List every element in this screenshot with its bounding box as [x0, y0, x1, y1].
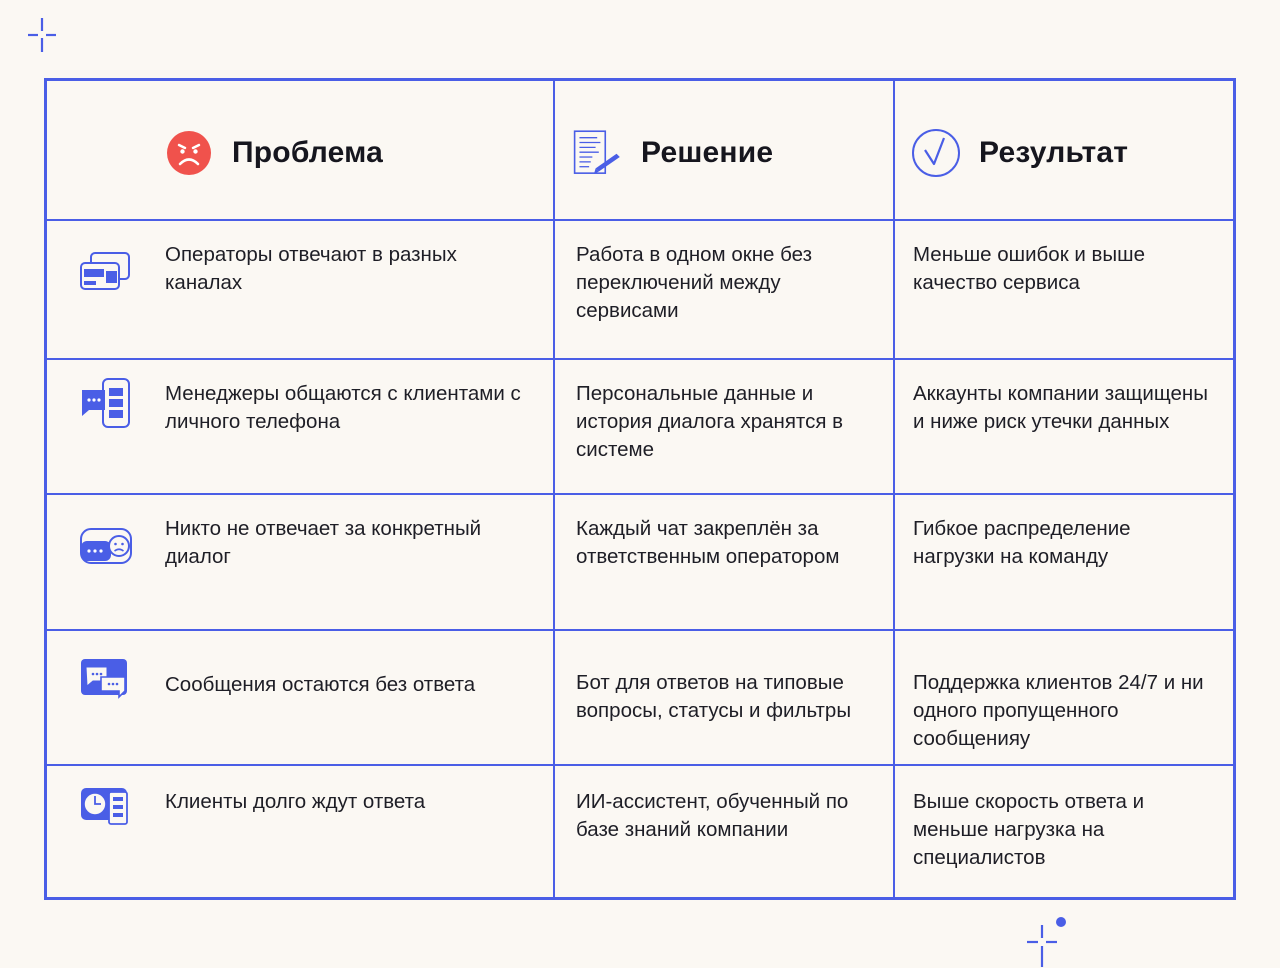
solution-cell — [555, 221, 895, 360]
solution-text: Бот для ответов на типовые вопросы, статусы и фильтры — [576, 671, 852, 722]
result-text: Поддержка клиентов 24/7 и ни одного пропущенного сообщенияу — [913, 671, 1204, 750]
problem-text: Сообщения остаются без ответа — [165, 673, 476, 696]
problem-text: Операторы отвечают в разных каналах — [165, 243, 457, 294]
result-text: Гибкое распределение нагрузки на команду — [913, 517, 1131, 568]
problem-cell — [47, 766, 555, 897]
header-title: Решение — [641, 136, 774, 169]
problem-text: Клиенты долго ждут ответа — [165, 790, 426, 813]
solution-text: Работа в одном окне без переключений между сервисами — [576, 243, 813, 322]
chat-bubbles-icon — [79, 655, 133, 703]
solution-text: Персональные данные и история диалога хранятся в системе — [576, 382, 844, 461]
header-title: Проблема — [232, 136, 384, 169]
problem-cell — [47, 221, 555, 360]
result-cell — [895, 495, 1233, 631]
solution-text: ИИ-ассистент, обученный по базе знаний компании — [576, 790, 849, 841]
result-cell — [895, 766, 1233, 897]
problem-cell — [47, 360, 555, 495]
header-solution — [555, 81, 895, 221]
result-text: Аккаунты компании защищены и ниже риск утечки данных — [913, 382, 1208, 433]
solution-cell — [555, 495, 895, 631]
solution-text: Каждый чат закреплён за ответственным оператором — [576, 517, 840, 568]
checkmark-circle-icon — [911, 125, 961, 181]
result-cell — [895, 360, 1233, 495]
solution-cell — [555, 631, 895, 766]
problem-cell — [47, 631, 555, 766]
header-problem — [47, 81, 555, 221]
problem-cell — [47, 495, 555, 631]
document-pen-icon — [573, 125, 623, 181]
sparkle-decoration-icon — [28, 18, 56, 52]
header-result — [895, 81, 1233, 221]
solution-cell — [555, 766, 895, 897]
solution-cell — [555, 360, 895, 495]
sparkle-decoration-icon — [1026, 915, 1070, 967]
result-cell — [895, 221, 1233, 360]
payment-cards-icon — [79, 247, 133, 295]
unhappy-chat-icon — [79, 521, 133, 569]
result-text: Меньше ошибок и выше качество сервиса — [913, 243, 1145, 294]
result-cell — [895, 631, 1233, 766]
clock-checklist-icon — [79, 784, 133, 832]
result-text: Выше скорость ответа и меньше нагрузка на специалистов — [913, 790, 1145, 869]
problem-text: Менеджеры общаются с клиентами с личного телефона — [165, 382, 521, 433]
comparison-table — [44, 78, 1236, 900]
header-title: Результат — [979, 136, 1129, 169]
problem-text: Никто не отвечает за конкретный диалог — [165, 517, 482, 568]
sad-face-icon — [164, 125, 214, 181]
chat-phone-icon — [79, 378, 133, 430]
